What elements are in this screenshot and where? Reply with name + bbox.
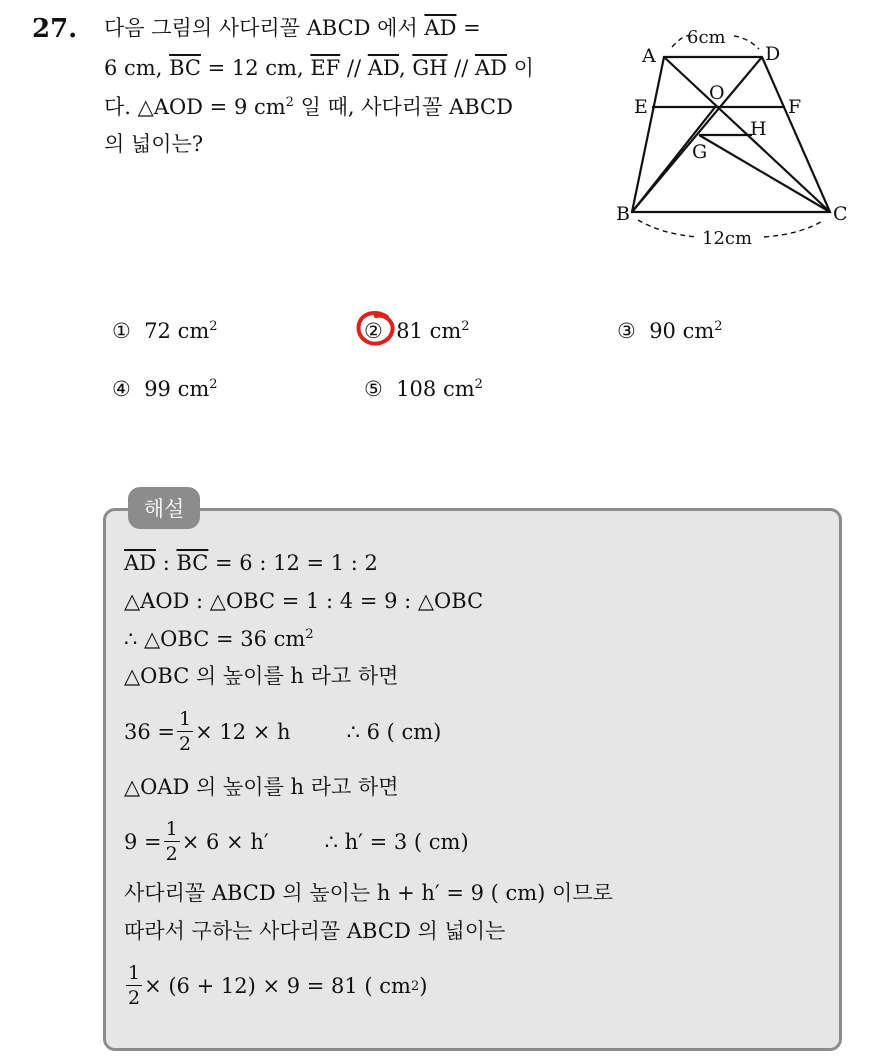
label-h: H: [750, 118, 767, 140]
label-o: O: [709, 82, 725, 104]
label-f: F: [788, 96, 802, 118]
solution-line-6: △OAD 의 높이를 h 라고 하면: [124, 775, 399, 799]
choice-5[interactable]: ⑤ 108 $cm^2$: [364, 377, 483, 401]
label-e: E: [634, 96, 648, 118]
problem-number: 27.: [32, 14, 78, 44]
solution-line-7: 9 = $\frac{1}{2}$ × 6 × h′ ∴ h′ = 3 ( cm): [124, 818, 469, 865]
trapezoid-figure: [612, 20, 852, 252]
choice-3[interactable]: ③ 90 $cm^2$: [617, 319, 723, 343]
solution-line-9: 따라서 구하는 사다리꼴 ABCD 의 넓이는: [124, 919, 506, 943]
solution-tag: 해설: [128, 487, 200, 529]
fraction: $\frac{1}{2}$: [165, 818, 178, 865]
label-d: D: [765, 43, 781, 65]
choice-1[interactable]: ① 72 $cm^2$: [112, 319, 218, 343]
top-measure: 6cm: [687, 27, 726, 48]
label-g: G: [692, 141, 708, 163]
fraction: $\frac{1}{2}$: [179, 708, 192, 755]
solution-line-2: △AOD : △OBC = 1 : 4 = 9 : △OBC: [124, 589, 484, 613]
fraction: $\frac{1}{2}$: [128, 962, 141, 1009]
question-line-1: 다음 그림의 사다리꼴 ABCD 에서 $\overline{AD}$ =: [104, 16, 481, 40]
label-b: B: [616, 203, 630, 225]
label-a: A: [642, 45, 656, 67]
question-line-3: 다. △AOD = 9 $cm^2$ 일 때, 사다리꼴 ABCD: [104, 95, 513, 119]
choice-4[interactable]: ④ 99 $cm^2$: [112, 377, 218, 401]
label-c: C: [833, 203, 848, 225]
bottom-measure: 12cm: [702, 228, 753, 249]
solution-line-10: $\frac{1}{2}$ × (6 + 12) × 9 = 81 ( cm 2 ): [128, 962, 428, 1009]
solution-line-4: △OBC 의 높이를 h 라고 하면: [124, 664, 399, 688]
question-line-2: 6 cm, $\overline{BC} = 12$ cm, $\overline{EF} // \overline{AD}$, $\overline{GH} // \overline{AD}$ 이: [104, 56, 534, 80]
solution-line-5: 36 = $\frac{1}{2}$ × 12 × h ∴ 6 ( cm): [124, 708, 442, 755]
answer-circle-mark-icon: [354, 309, 400, 349]
solution-line-3: ∴ △OBC = 36 $cm^2$: [124, 627, 314, 651]
solution-line-1: $\overline{AD}$ : $\overline{BC} = 6$ : 12 = 1 : 2: [124, 551, 378, 575]
choice-2[interactable]: ② 81 $cm^2$: [364, 319, 470, 343]
question-line-4: 의 넓이는?: [104, 132, 204, 156]
solution-line-8: 사다리꼴 ABCD 의 높이는 h + h′ = 9 ( cm) 이므로: [124, 881, 613, 905]
